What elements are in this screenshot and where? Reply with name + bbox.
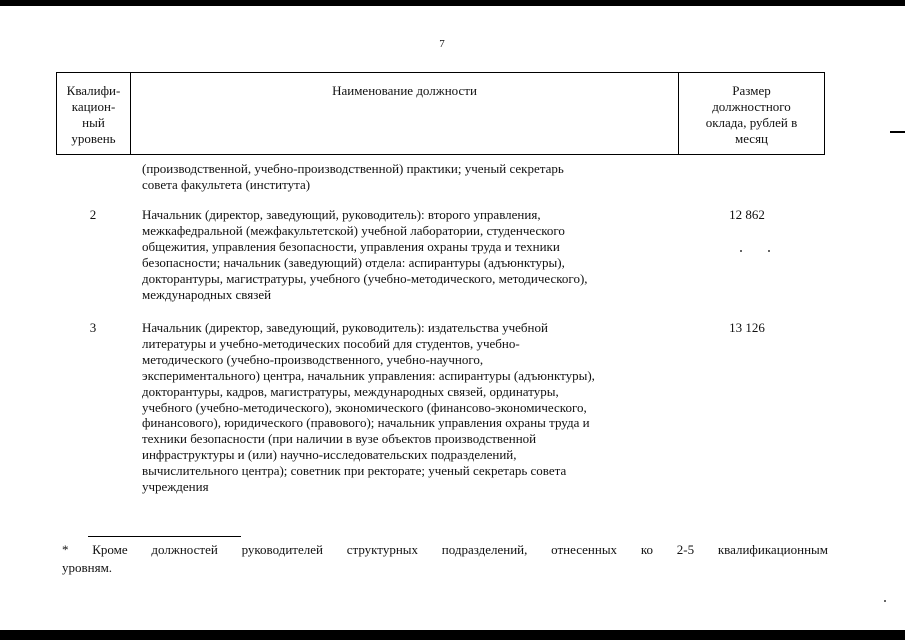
row-salary: 12 862	[729, 207, 765, 222]
row-level: 3	[89, 320, 97, 335]
header-level: Квалифи- кацион- ный уровень	[66, 83, 121, 146]
scan-border-bottom	[0, 630, 905, 640]
footnote-separator	[88, 536, 241, 537]
scan-speck	[884, 600, 886, 602]
scan-speck	[768, 250, 770, 252]
table-header	[56, 72, 825, 155]
row-level: 2	[89, 207, 97, 222]
scan-speck	[740, 250, 742, 252]
row-salary: 13 126	[729, 320, 765, 335]
continuation-text: (производственной, учебно-производственной) практики; ученый секретарь совета факультета (института)	[142, 161, 564, 192]
row-description: Начальник (директор, заведующий, руководитель): издательства учебной литературы и учебно-методических пособий для студентов, учебно- методического (учебно-производственного, учебно-научного, экспериментального) центра, начальник управления: аспирантуры (адъюнктуры), докторантуры, кадров, магистратуры, международных связей, ординатуры, учебного (учебно-методического), экономического (финансово-экономического, финансового), юридического (правового); начальник управления охраны труда и техники безопасности (при наличии в вузе объектов производственной инфраструктуры и (или) научно-исследовательских подразделений, вычислительного центра); советник при ректорате; ученый секретарь совета учреждения	[142, 320, 595, 495]
header-position: Наименование должности	[332, 83, 477, 98]
scan-border-top	[0, 0, 905, 6]
row-description: Начальник (директор, заведующий, руководитель): второго управления, межкафедральной (межфакультетской) учебной лаборатории, студенческого общежития, управления безопасности, управления охраны труда и техники безопасности; начальник (заведующий) отдела: аспирантуры (адъюнктуры), докторантуры, магистратуры, учебного (учебно-методического, методического), международных связей	[142, 207, 588, 302]
page-number: 7	[439, 38, 445, 50]
scan-mark	[890, 131, 905, 133]
footnote: * Кроме должностей руководителей структурных подразделений, отнесенных ко 2-5 квалификационным уровням.	[62, 542, 828, 575]
header-salary: Размер должностного оклада, рублей в месяц	[705, 83, 798, 146]
